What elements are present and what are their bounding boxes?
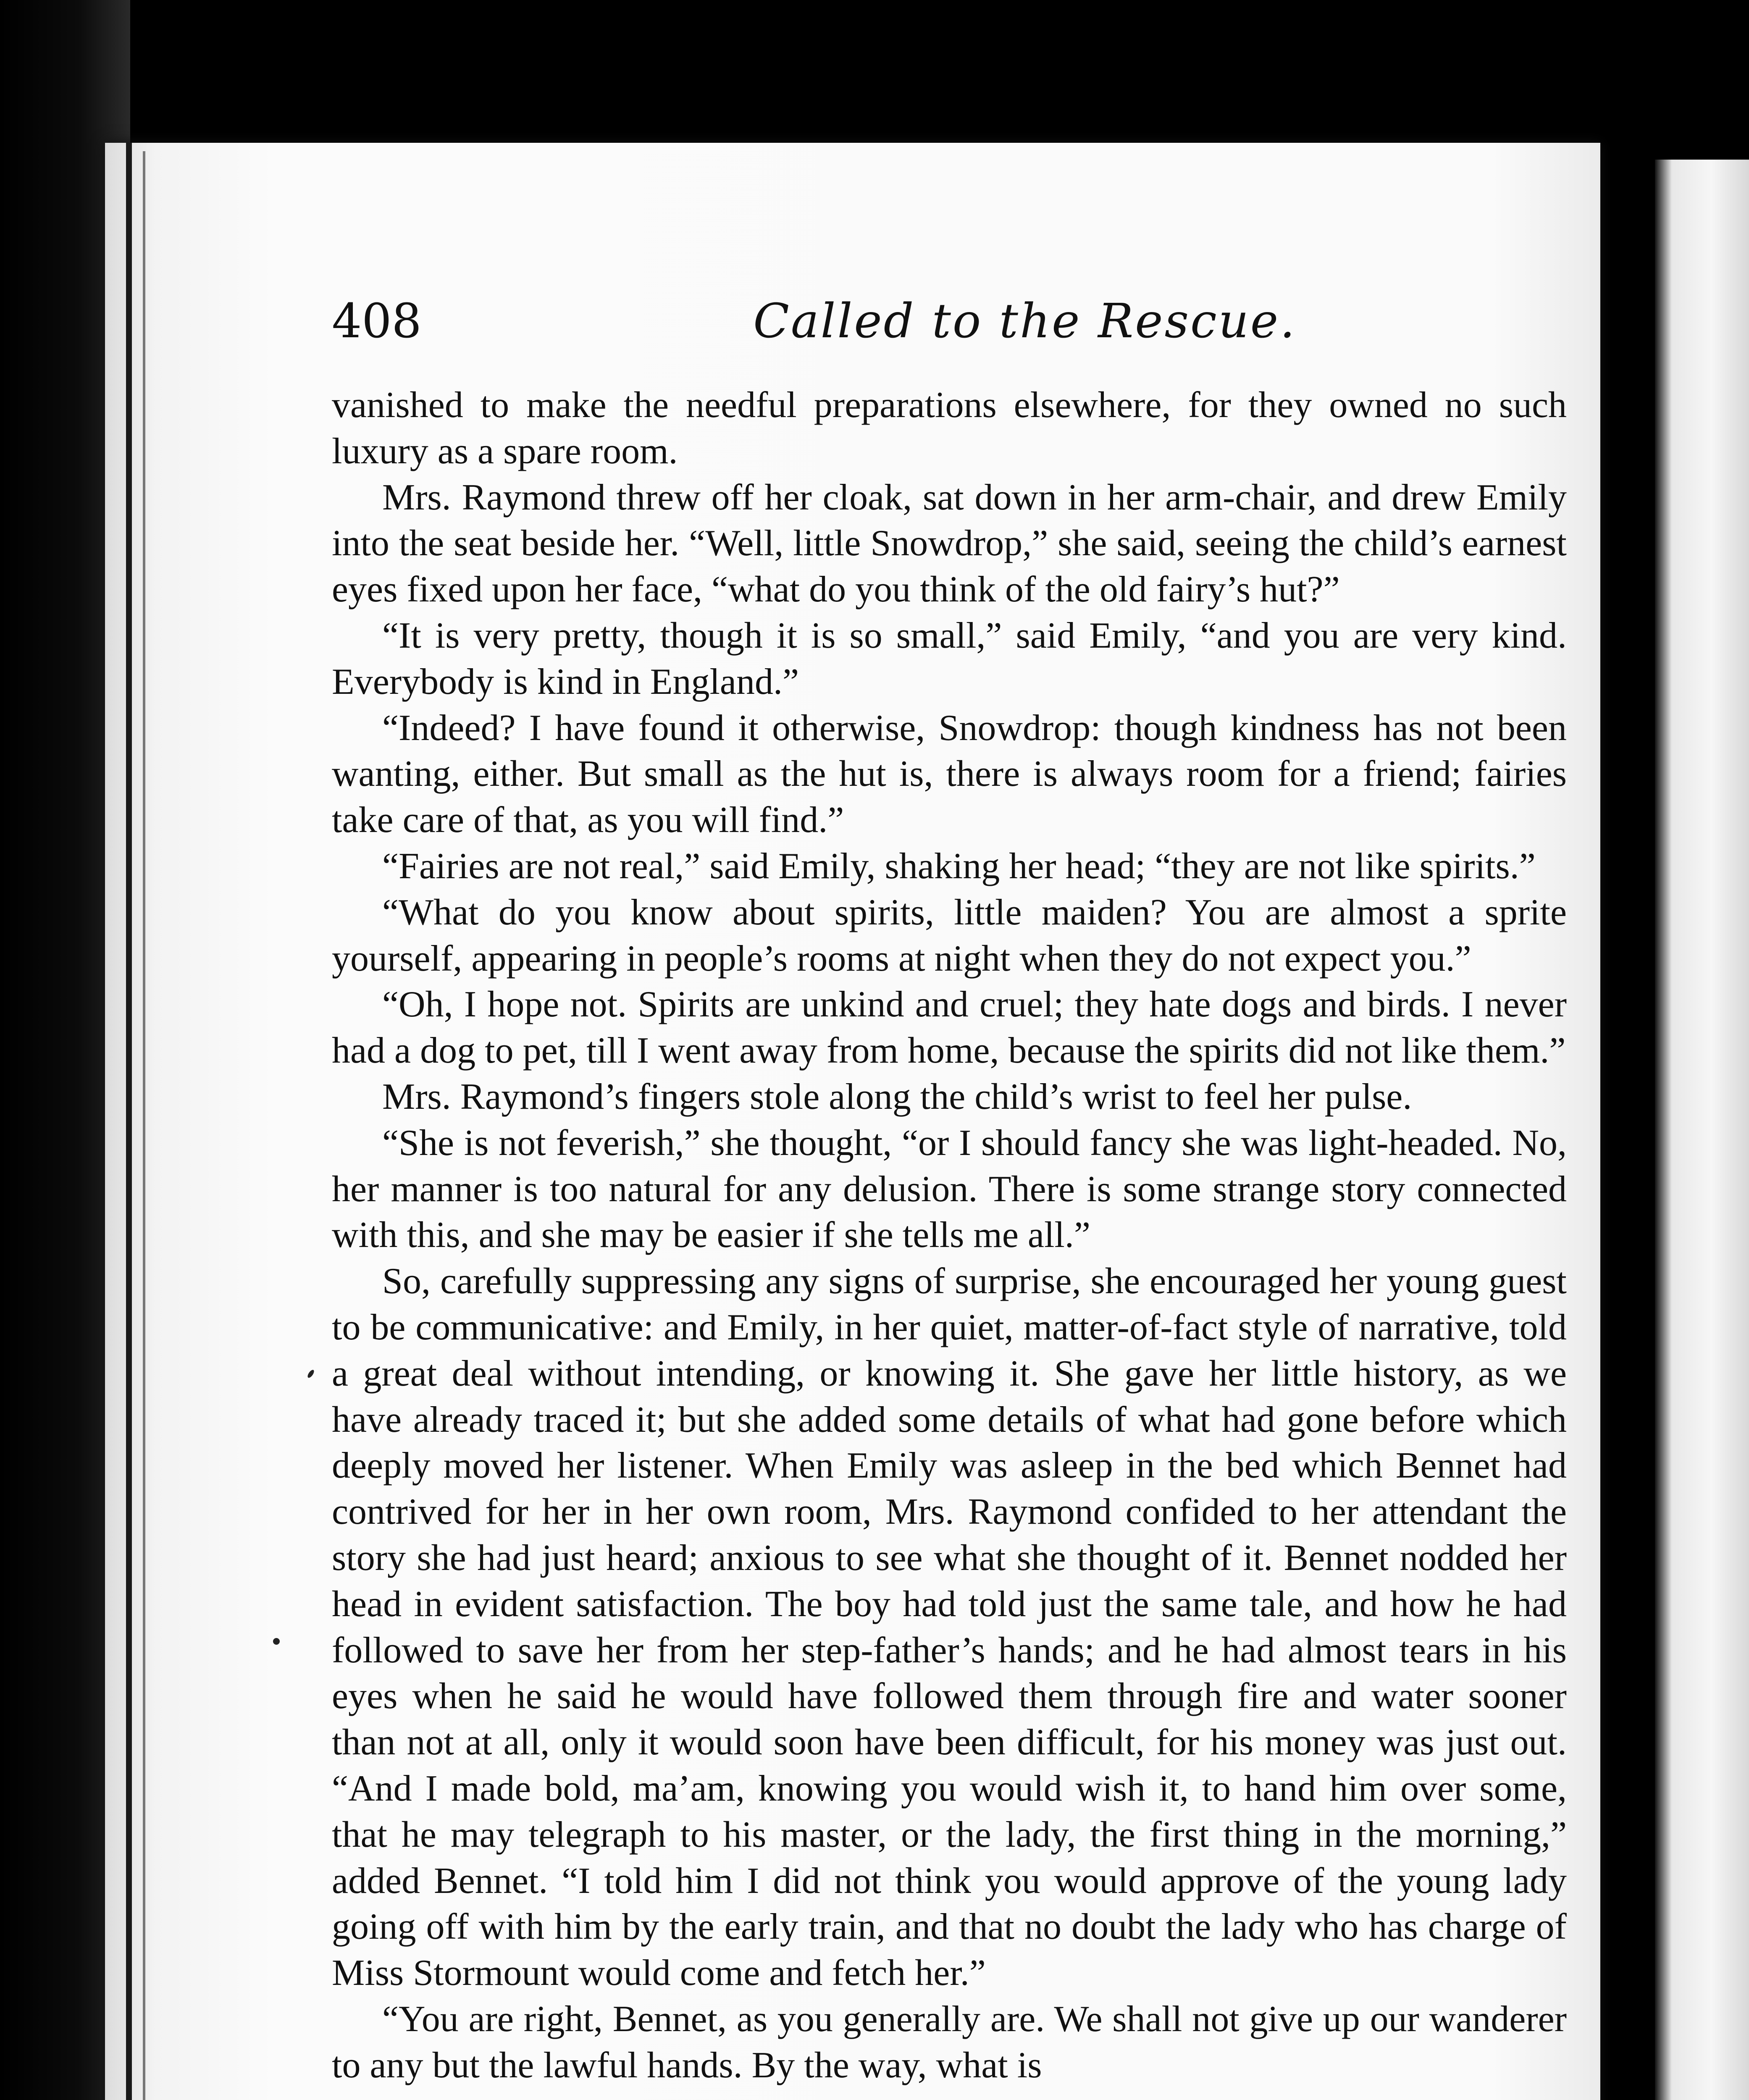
paragraph: Mrs. Raymond’s fingers stole along the child’s wrist to feel her pulse. (382, 1076, 1412, 1117)
body-text (332, 382, 1567, 2100)
paragraph: vanished to make the needful preparations elsewhere, for they owned no such luxury as a spare room. (332, 385, 1567, 472)
page-spine-edge (126, 143, 132, 2100)
paragraph: “It is very pretty, though it is so small,” said Emily, “and you are very kind. Everybody is kind in England.” (332, 615, 1567, 702)
running-title: Called to the Rescue. (753, 294, 1297, 349)
paragraph: So, carefully suppressing any signs of surprise, she encouraged her young guest to be communicative: and Emily, in her quiet, matter-of-fact style of narrative, told a great deal without intending, or knowing it. She gave her little history, as we have already traced it; but she added some details of what had gone before which deeply moved her listener. When Emily was asleep in the bed which Bennet had contrived for her in her own room, Mrs. Raymond confided to her attendant the story she had just heard; anxious to see what she thought of it. Bennet nodded her head in evident satisfaction. The boy had told just the same tale, and how he had followed to save her from her step-father’s hands; and he had almost tears in his eyes when he said he would have followed them through fire and water sooner than not at all, only it would soon have been difficult, for his money was just out. “And I made bold, ma’am, knowing you would wish it, to hand him over some, that he may telegraph to his master, or the lady, the first thing in the morning,” added Bennet. “I told him I did not think you would approve of the young lady going off with him by the early train, and that no doubt the lady who has charge of Miss Stormount would come and fetch her.” (332, 1261, 1567, 1994)
paragraph: “Indeed? I have found it otherwise, Snowdrop: though kindness has not been wanting, either. But small as the hut is, there is always room for a friend; fairies take care of that, as you will find.” (332, 707, 1567, 841)
paragraph: “She is not feverish,” she thought, “or I should fancy she was light-headed. No, her manner is too natural for any delusion. There is some strange story connected with this, and she may be easier if she tells me all.” (332, 1122, 1567, 1256)
page-number: 408 (332, 294, 422, 349)
adjacent-page-edge (1655, 160, 1749, 2100)
paragraph: “What do you know about spirits, little maiden? You are almost a sprite yourself, appearing in people’s rooms at night when they do not expect you.” (332, 892, 1567, 979)
paragraph: Mrs. Raymond threw off her cloak, sat down in her arm-chair, and drew Emily into the seat beside her. “Well, little Snowdrop,” she said, seeing the child’s earnest eyes fixed upon her face, “what do you think of the old fairy’s hut?” (332, 477, 1567, 610)
paragraph: “Oh, I hope not. Spirits are unkind and cruel; they hate dogs and birds. I never had a dog to pet, till I went away from home, because the spirits did not like them.” (332, 984, 1567, 1071)
paragraph: “You are right, Bennet, as you generally are. We shall not give up our wanderer to any but the lawful hands. By the way, what is (332, 1998, 1567, 2086)
paragraph: “Fairies are not real,” said Emily, shaking her head; “they are not like spirits.” (382, 845, 1536, 887)
running-head (332, 292, 1567, 359)
print-speck (273, 1638, 280, 1645)
page-spine-edge-inner (143, 151, 145, 2100)
